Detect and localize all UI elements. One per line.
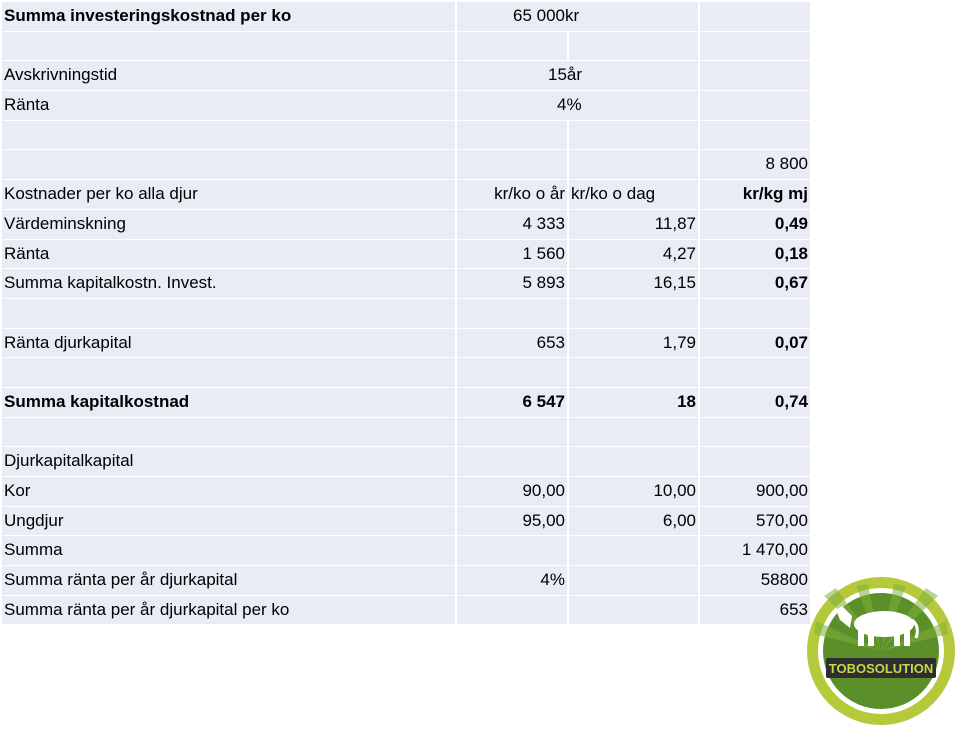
empty-cell (569, 596, 698, 625)
ungdjur-c3: 570,00 (700, 507, 810, 536)
empty-cell (457, 536, 567, 565)
empty-cell (457, 596, 567, 625)
empty-cell (700, 61, 810, 90)
empty-cell (457, 358, 567, 387)
empty-cell (457, 418, 567, 447)
ungdjur-label: Ungdjur (2, 507, 455, 536)
invest-value: 65 000kr (457, 2, 698, 31)
vardeminskning-c2: 11,87 (569, 210, 698, 239)
ungdjur-c2: 6,00 (569, 507, 698, 536)
col-header-kr-kg-mj: kr/kg mj (700, 180, 810, 209)
empty-cell (569, 447, 698, 476)
empty-cell (2, 418, 455, 447)
invest-label: Summa investeringskostnad per ko (2, 2, 455, 31)
empty-cell (700, 91, 810, 120)
summa-ranta-ko-c3: 653 (700, 596, 810, 625)
ranta-pct-value: 4% (457, 91, 698, 120)
logo-text: TOBOSOLUTION (828, 661, 934, 676)
ranta-djur-c1: 653 (457, 329, 567, 358)
ranta-label: Ränta (2, 240, 455, 269)
avskrivningstid-label: Avskrivningstid (2, 61, 455, 90)
empty-cell (569, 150, 698, 179)
empty-cell (569, 418, 698, 447)
summa-c3: 1 470,00 (700, 536, 810, 565)
summa-kap-label: Summa kapitalkostn. Invest. (2, 269, 455, 298)
empty-cell (700, 299, 810, 328)
empty-cell (569, 566, 698, 595)
ranta-pct-label: Ränta (2, 91, 455, 120)
summa-kap-c3: 0,67 (700, 269, 810, 298)
empty-cell (569, 121, 698, 150)
empty-cell (700, 447, 810, 476)
empty-cell (2, 32, 455, 61)
ranta-c2: 4,27 (569, 240, 698, 269)
ungdjur-c1: 95,00 (457, 507, 567, 536)
empty-cell (457, 447, 567, 476)
spreadsheet-table (2, 2, 810, 624)
vardeminskning-label: Värdeminskning (2, 210, 455, 239)
empty-cell (569, 299, 698, 328)
empty-cell (569, 32, 698, 61)
costs-header-label: Kostnader per ko alla djur (2, 180, 455, 209)
kor-c3: 900,00 (700, 477, 810, 506)
kg-value: 8 800 (700, 150, 810, 179)
summa-kapkost-c3: 0,74 (700, 388, 810, 417)
empty-cell (700, 32, 810, 61)
summa-kapkost-label: Summa kapitalkostnad (2, 388, 455, 417)
djurkapital-label: Djurkapitalkapital (2, 447, 455, 476)
ranta-djur-c2: 1,79 (569, 329, 698, 358)
empty-cell (457, 299, 567, 328)
summa-kapkost-c1: 6 547 (457, 388, 567, 417)
tobosolution-logo (806, 576, 956, 726)
empty-cell (700, 358, 810, 387)
ranta-djur-label: Ränta djurkapital (2, 329, 455, 358)
empty-cell (569, 536, 698, 565)
ranta-djur-c3: 0,07 (700, 329, 810, 358)
empty-cell (569, 358, 698, 387)
empty-cell (457, 32, 567, 61)
empty-cell (457, 150, 567, 179)
col-header-kr-ko-ar: kr/ko o år (457, 180, 567, 209)
empty-cell (2, 299, 455, 328)
kor-label: Kor (2, 477, 455, 506)
kor-c2: 10,00 (569, 477, 698, 506)
avskrivningstid-value: 15år (457, 61, 698, 90)
ranta-c1: 1 560 (457, 240, 567, 269)
summa-kapkost-c2: 18 (569, 388, 698, 417)
empty-cell (2, 358, 455, 387)
empty-cell (457, 121, 567, 150)
empty-cell (700, 121, 810, 150)
empty-cell (700, 418, 810, 447)
ranta-c3: 0,18 (700, 240, 810, 269)
kor-c1: 90,00 (457, 477, 567, 506)
empty-cell (700, 2, 810, 31)
empty-cell (2, 121, 455, 150)
summa-kap-c2: 16,15 (569, 269, 698, 298)
summa-ranta-ar-c3: 58800 (700, 566, 810, 595)
summa-ranta-ar-c1: 4% (457, 566, 567, 595)
summa-ranta-ko-label: Summa ränta per år djurkapital per ko (2, 596, 455, 625)
empty-cell (2, 150, 455, 179)
vardeminskning-c3: 0,49 (700, 210, 810, 239)
summa-kap-c1: 5 893 (457, 269, 567, 298)
summa-ranta-ar-label: Summa ränta per år djurkapital (2, 566, 455, 595)
summa-label: Summa (2, 536, 455, 565)
col-header-kr-ko-dag: kr/ko o dag (569, 180, 698, 209)
vardeminskning-c1: 4 333 (457, 210, 567, 239)
